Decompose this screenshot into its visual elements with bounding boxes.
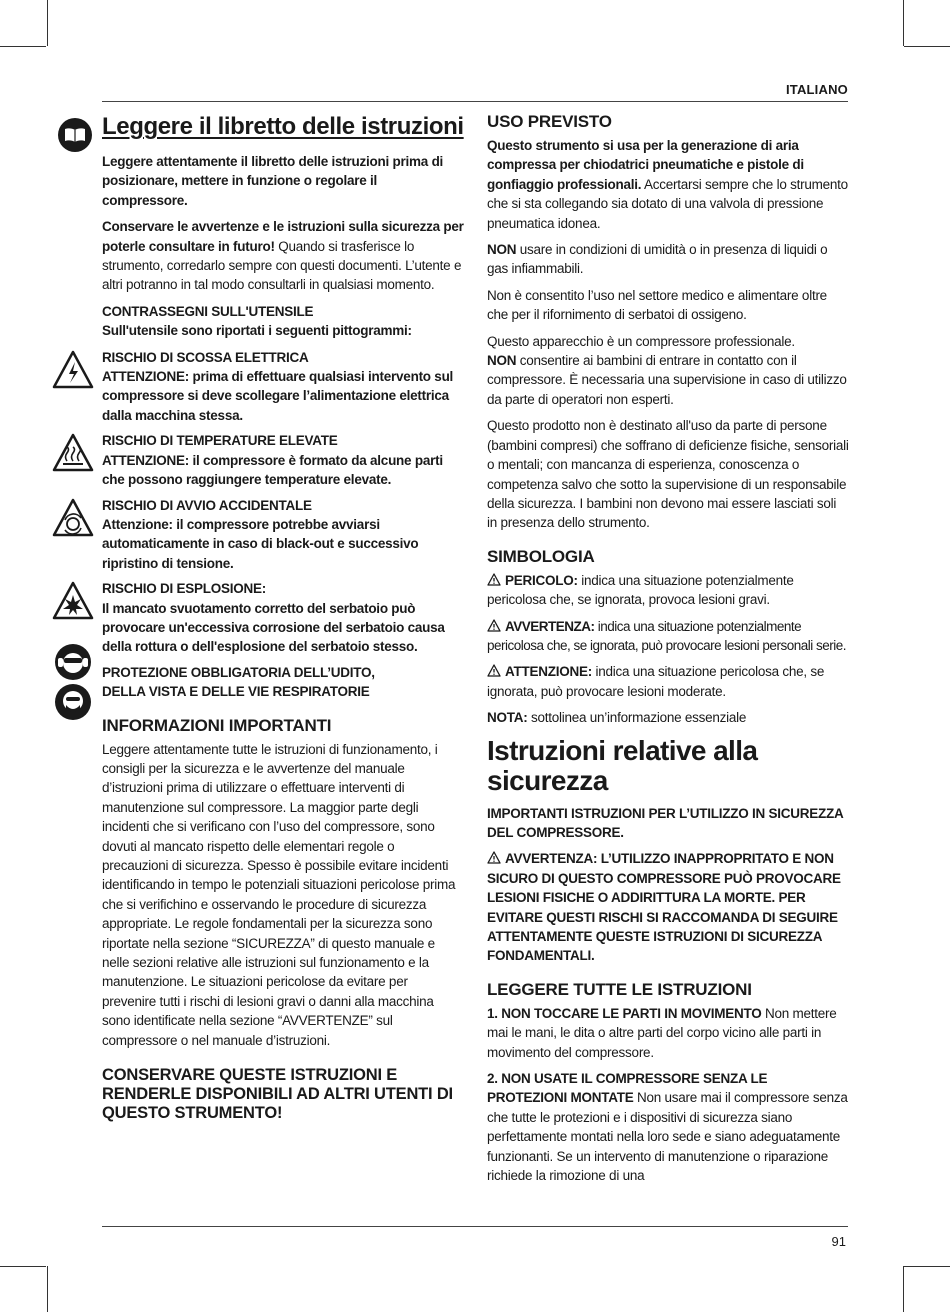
auto-start-icon xyxy=(52,498,94,538)
hazard-explosion: RISCHIO DI ESPLOSIONE: Il mancato svuotamento corretto del serbatoio può provocare un'eccessiva corrosione del serbatoio causa della rottura o dell'esplosione del serbatoio stesso. xyxy=(102,579,464,657)
intended-use-p5: Questo prodotto non è destinato all'uso da parte di persone (bambini compresi) che soffrano di deficienze fisiche, sensoriali o mentali; con mancanza di esperienza, conoscenza o competenza salvo che sotto la supervisione di un responsabile della sicurezza. I bambini non devono mai essere lasciati soli in presenza dello strumento. xyxy=(487,418,849,531)
safety-subtitle: IMPORTANTI ISTRUZIONI PER L’UTILIZZO IN SICUREZZA DEL COMPRESSORE. xyxy=(487,805,843,840)
safety-warning: AVVERTENZA: L’UTILIZZO INAPPROPRITATO E NON SICURO DI QUESTO COMPRESSORE PUÒ PROVOCARE LESIONI FISICHE O ADDIRITTURA LA MORTE. PER EVITARE QUESTI RISCHI SI RACCOMANDA DI SEGUIRE ATTENTAMENTE QUESTE ISTRUZIONI DI SICUREZZA FONDAMENTALI. xyxy=(487,851,841,964)
explosion-icon xyxy=(52,581,94,621)
respirator-icon xyxy=(54,683,92,721)
ear-eye-protection-icon xyxy=(54,643,92,681)
hazard-electric: RISCHIO DI SCOSSA ELETTRICA ATTENZIONE: prima di effettuare qualsiasi intervento sul compressore si deve scollegare l’alimentazione elettrica dalla macchina stessa. xyxy=(102,348,464,426)
right-column xyxy=(487,112,849,1185)
read-manual-text: Leggere attentamente il libretto delle istruzioni prima di posizionare, mettere in funzione o regolare il compressore. xyxy=(102,154,444,208)
footer-rule xyxy=(102,1226,848,1227)
important-info-title: INFORMAZIONI IMPORTANTI xyxy=(102,715,332,735)
important-info-text: Leggere attentamente tutte le istruzioni di funzionamento, i consigli per la sicurezza e le avvertenze del manuale d’istruzioni prima di utilizzare o effettuare interventi di manutenzione sul compressore. La maggior parte degli incidenti che si verificano con l’uso del compressore, sono dovuti al mancato rispetto delle elementari regole o precauzioni di sicurezza. Spesso è possibile evitare incidenti identificando in tempo le potenziali situazioni pericolose prima che si verifichino e osservando le procedure di sicurezza appropriate. Le regole fondamentali per la sicurezza sono riportate nella sezione “SICUREZZA” di questo manuale e nelle sezioni relative alle istruzioni sul funzionamento e la manutenzione. Le situazioni pericolose da evitare per prevenire tutti i rischi di lesioni gravi o danni alla macchina sono identificate nella sezione “AVVERTENZE” sul compressore o nel manuale d’istruzioni. xyxy=(102,741,456,1048)
crop-mark xyxy=(903,0,904,46)
symbols-title: SIMBOLOGIA xyxy=(487,546,595,566)
crop-mark xyxy=(0,46,46,47)
crop-mark xyxy=(903,1266,904,1312)
rule-1: 1. NON TOCCARE LE PARTI IN MOVIMENTO Non mettere mai le mani, le dita o altre parti del corpo vicino alle parti in movimento del compressore. xyxy=(487,1005,837,1060)
safety-title: Istruzioni relative alla sicurezza xyxy=(487,734,758,796)
warning-triangle-icon xyxy=(487,573,501,586)
markings-intro: Sull'utensile sono riportati i seguenti pittogrammi: xyxy=(102,323,412,339)
book-icon xyxy=(58,118,92,152)
keep-warnings-text: Conservare le avvertenze e le istruzioni sulla sicurezza per poterle consultare in futuro! Quando si trasferisce lo strumento, corredarlo sempre con questi documenti. L’utente e altri potranno in tal modo consultarli in qualsiasi momento. xyxy=(102,219,464,293)
crop-mark xyxy=(47,0,48,46)
electric-shock-icon xyxy=(52,350,94,390)
markings-title: CONTRASSEGNI SULL'UTENSILE xyxy=(102,303,314,319)
intended-use-title: USO PREVISTO xyxy=(487,112,612,131)
page-number: 91 xyxy=(831,1234,846,1249)
symbol-note: NOTA: sottolinea un’informazione essenziale xyxy=(487,710,747,726)
read-all-title: LEGGERE TUTTE LE ISTRUZIONI xyxy=(487,979,752,999)
intended-use-p1: Questo strumento si usa per la generazione di aria compressa per chiodatrici pneumatiche e pistole di gonfiaggio professionali. Accertarsi sempre che lo strumento che si sta collegando sia dotato di una valvola di pressione pneumatica idonea. xyxy=(487,138,848,231)
hazard-hot-surface: RISCHIO DI TEMPERATURE ELEVATE ATTENZIONE: il compressore è formato da alcune parti che possono raggiungere temperature elevate. xyxy=(102,431,464,489)
intended-use-p3: Non è consentito l’uso nel settore medico e alimentare oltre che per il rifornimento di serbatoi di ossigeno. xyxy=(487,287,827,323)
ppe-notice: PROTEZIONE OBBLIGATORIA DELL’UDITO, DELLA VISTA E DELLE VIE RESPIRATORIE xyxy=(102,663,464,702)
crop-mark xyxy=(904,1266,950,1267)
warning-triangle-icon xyxy=(487,851,501,864)
intended-use-p4: Questo apparecchio è un compressore professionale. NON consentire ai bambini di entrare in contatto con il compressore. È necessaria una supervisione in caso di utilizzo da parte di operatori non esperti. xyxy=(487,333,847,407)
intended-use-p2: NON usare in condizioni di umidità o in presenza di liquidi o gas infiammabili. xyxy=(487,242,828,277)
hot-surface-icon xyxy=(52,433,94,473)
rule-2: 2. NON USATE IL COMPRESSORE SENZA LE PROTEZIONI MONTATE Non usare mai il compressore senza che tutte le protezioni e i dispositivi di sicurezza siano perfettamente montati nella loro sede e siano adeguatamente funzionanti. Se un intervento di manutenzione o riparazione richiede la rimozione di una xyxy=(487,1071,848,1184)
warning-triangle-icon xyxy=(487,619,501,632)
crop-mark xyxy=(904,46,950,47)
symbol-warning: AVVERTENZA: indica una situazione potenzialmente pericolosa che, se ignorata, può provocare lesioni personali serie. xyxy=(487,618,846,653)
symbol-danger: PERICOLO: indica una situazione potenzialmente pericolosa che, se ignorata, provoca lesioni gravi. xyxy=(487,572,794,608)
warning-triangle-icon xyxy=(487,664,501,677)
crop-mark xyxy=(0,1266,46,1267)
keep-instructions-title: CONSERVARE QUESTE ISTRUZIONI E RENDERLE DISPONIBILI AD ALTRI UTENTI DI QUESTO STRUMENTO! xyxy=(102,1066,453,1123)
hazard-auto-start: RISCHIO DI AVVIO ACCIDENTALE Attenzione: il compressore potrebbe avviarsi automaticamente in caso di black-out e successivo ripristino di tensione. xyxy=(102,496,464,574)
header-rule xyxy=(102,101,848,102)
header-language: ITALIANO xyxy=(785,82,848,97)
page-title: Leggere il libretto delle istruzioni xyxy=(102,113,464,140)
left-column xyxy=(102,112,464,1127)
symbol-caution: ATTENZIONE: indica una situazione pericolosa che, se ignorata, può provocare lesioni moderate. xyxy=(487,664,825,699)
crop-mark xyxy=(47,1266,48,1312)
